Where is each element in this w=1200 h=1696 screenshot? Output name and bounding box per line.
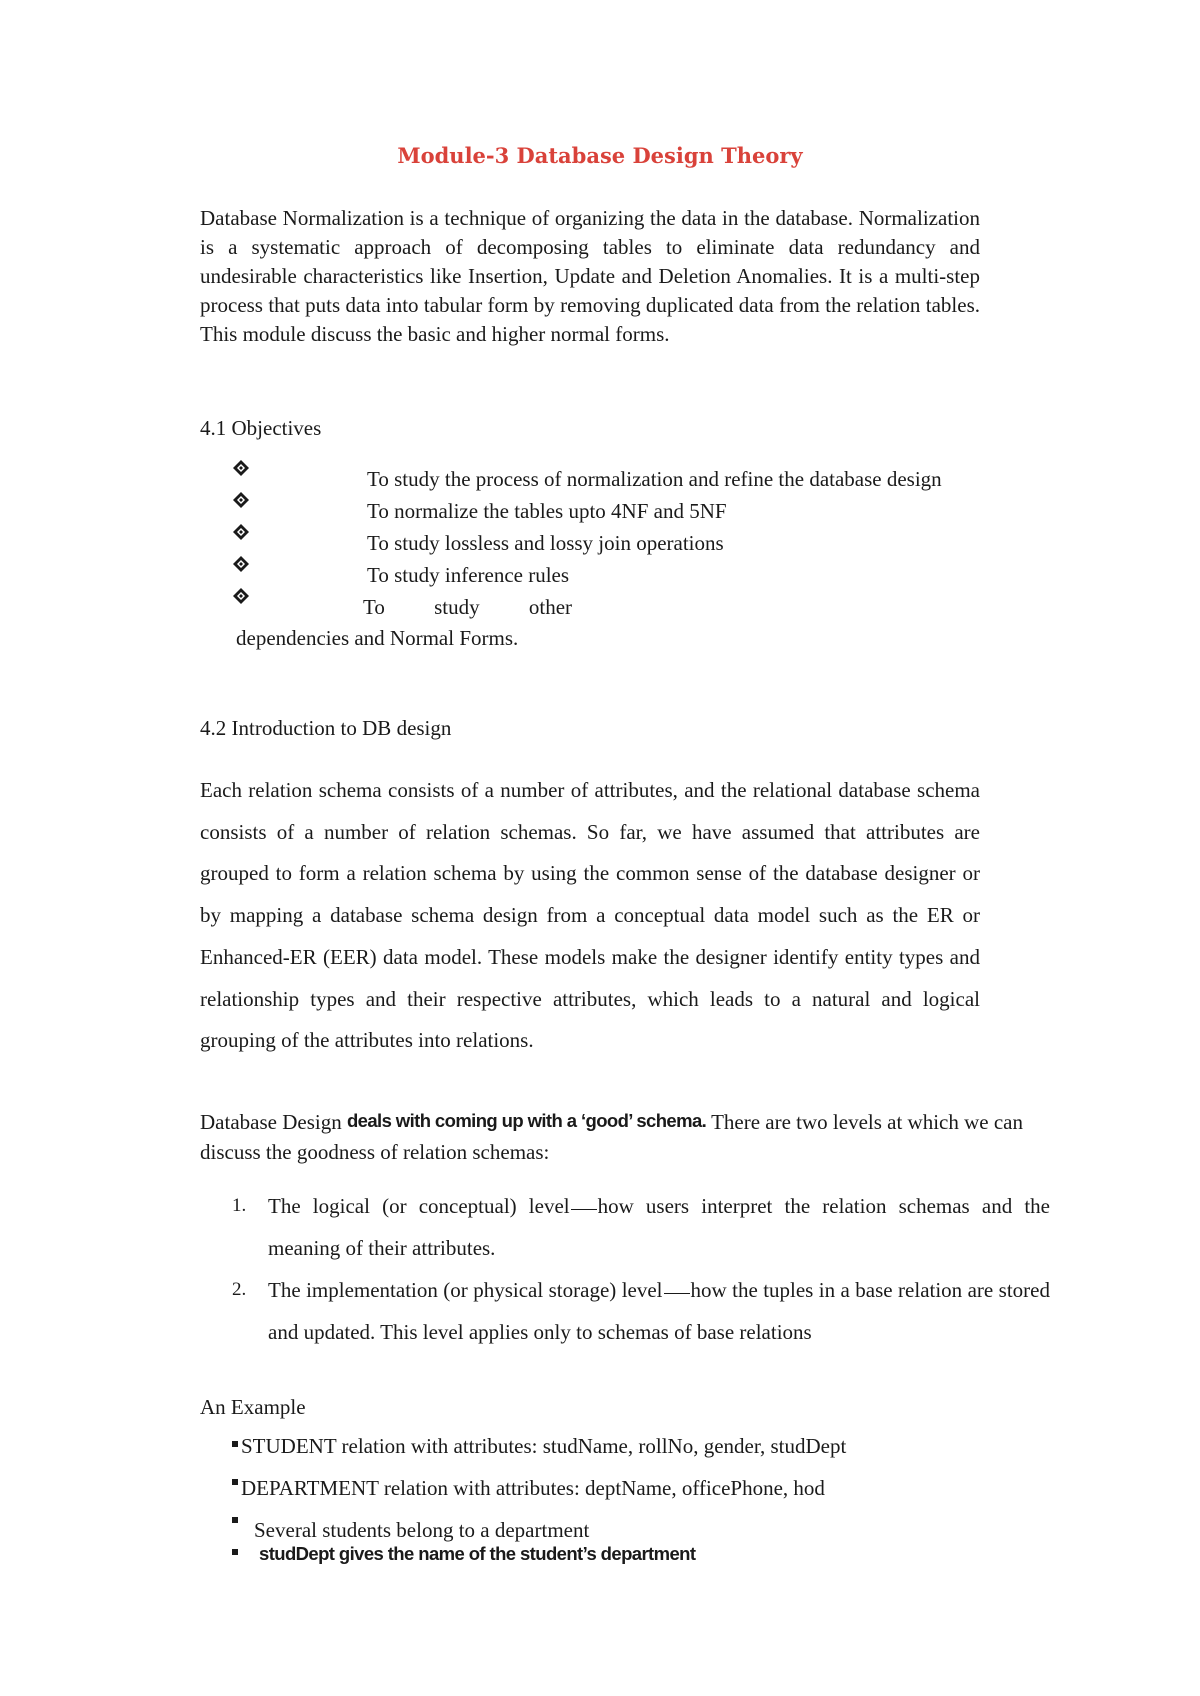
example-text: Several students belong to a department (254, 1518, 590, 1542)
objective-text: To study lossless and lossy join operations (367, 531, 724, 555)
objective-text: To study the process of normalization and refine the database design (367, 467, 942, 491)
design-sentence-prefix: Database Design (200, 1110, 347, 1134)
design-sentence-suffix: There are two levels at which we can discuss the goodness of relation schemas: (200, 1110, 1024, 1164)
list-item (232, 1539, 1032, 1569)
example-text: DEPARTMENT relation with attributes: deptName, officePhone, hod (241, 1476, 825, 1500)
example-text: studDept gives the name of the student’s department (259, 1543, 696, 1564)
introduction-paragraph: Each relation schema consists of a number of attributes, and the relational database schema consists of a number of relation schemas. So far, we have assumed that attributes are grouped to form a relation schema by using the common sense of the database designer or by mapping a database schema design from a conceptual data model such as the ER or Enhanced-ER (EER) data model. These models make the designer identify entity types and relationship types and their respective attributes, which leads to a natural and logical grouping of the attributes into relations. (200, 778, 980, 1053)
diamond-bullet-icon (232, 518, 250, 536)
dash-separator (571, 1209, 597, 1210)
diamond-bullet-icon (232, 454, 250, 472)
objective-text: To study inference rules (367, 563, 570, 587)
objective-text: To study other (363, 595, 573, 619)
example-heading: An Example (200, 1395, 306, 1419)
page-title: Module-3 Database Design Theory (397, 143, 803, 168)
list-item (232, 495, 1052, 527)
diamond-bullet-icon (232, 550, 250, 568)
intro-paragraph: Database Normalization is a technique of organizing the data in the database. Normalization is a systematic approach of decomposing tables to eliminate data redundancy and undesirable characteristics like Insertion, Update and Deletion Anomalies. It is a multi-step process that puts data into tabular form by removing duplicated data from the relation tables. This module discuss the basic and higher normal forms. (200, 206, 980, 346)
section-heading-objectives: 4.1 Objectives (200, 416, 322, 440)
list-item (232, 463, 1052, 495)
list-item (232, 1269, 1050, 1353)
diamond-bullet-icon (232, 582, 250, 600)
dash-separator (664, 1293, 690, 1294)
list-item (232, 527, 1052, 559)
levels-list (232, 1185, 1050, 1353)
square-bullet-icon (232, 1441, 238, 1447)
design-sentence-bold: deals with coming up with a ‘good’ schema. (346, 1110, 707, 1131)
list-item (232, 591, 1052, 623)
list-item (232, 1515, 1032, 1542)
design-sentence (200, 1106, 1030, 1167)
level-text-before: The logical (or conceptual) level (268, 1194, 570, 1218)
list-number: 1. (232, 1195, 247, 1216)
diamond-bullet-icon (232, 486, 250, 504)
section-heading-introduction: 4.2 Introduction to DB design (200, 716, 452, 740)
list-item (232, 1473, 1032, 1515)
level-text-after: how the tuples in a base relation are stored and updated. This level applies only to schemas of base relations (268, 1278, 1050, 1344)
list-item (232, 1431, 1032, 1473)
objective-continuation: dependencies and Normal Forms. (236, 626, 519, 650)
list-number: 2. (232, 1279, 247, 1300)
list-item (232, 1185, 1050, 1269)
objectives-list (232, 463, 1052, 623)
level-text-after: how users interpret the relation schemas and the meaning of their attributes. (268, 1194, 1050, 1260)
square-bullet-icon (232, 1549, 238, 1555)
level-text-before: The implementation (or physical storage) level (268, 1278, 663, 1302)
example-text: STUDENT relation with attributes: studName, rollNo, gender, studDept (241, 1434, 847, 1458)
square-bullet-icon (232, 1479, 238, 1485)
square-bullet-icon (232, 1517, 238, 1523)
example-list (232, 1431, 1032, 1569)
objective-text: To normalize the tables upto 4NF and 5NF (367, 499, 727, 523)
list-item (232, 559, 1052, 591)
